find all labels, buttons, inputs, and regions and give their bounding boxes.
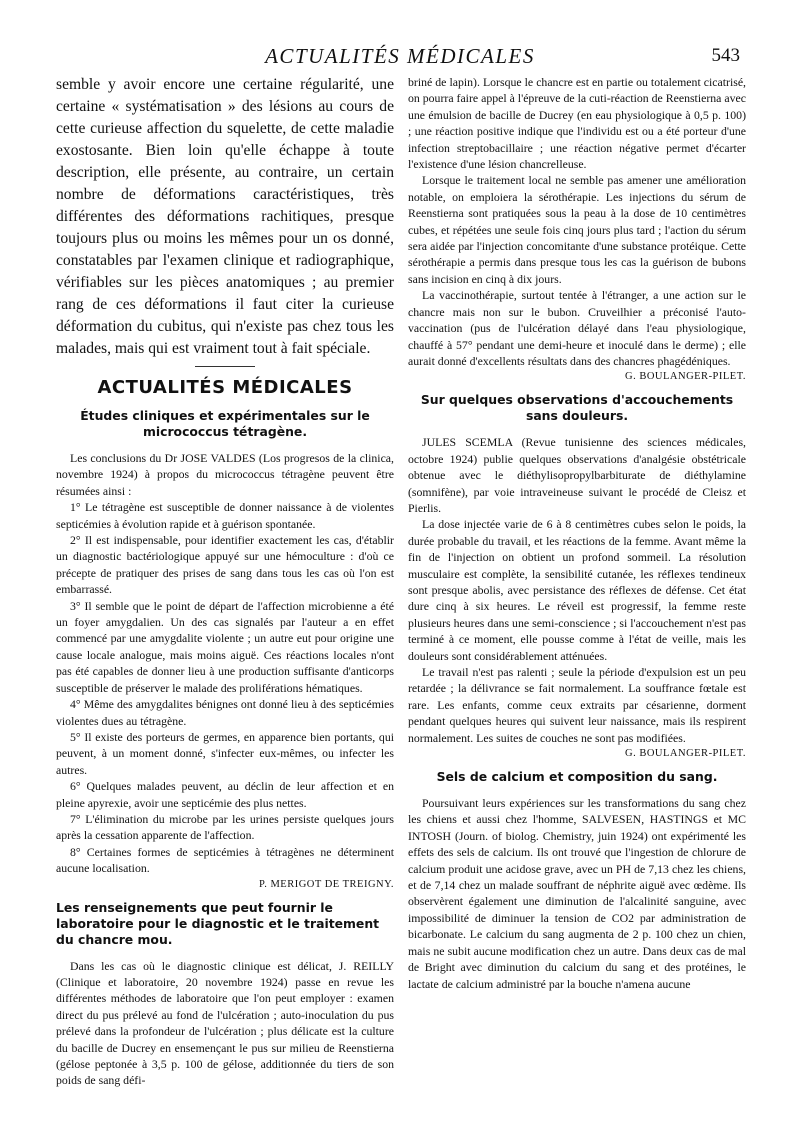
author-signature: G. BOULANGER-PILET.	[624, 371, 746, 383]
article-paragraph: Dans les cas où le diagnostic clinique est délicat, J. REILLY (Clinique et laboratoire, 20 novembre 1924) passe en revue les différentes méthodes de laboratoire que l'on peut employer : examen direct du pus prélevé au fond de l'ulcération ; auto-inoculation du pus prélevé dans la profondeur de l'ulcération ; plus délicate est la culture du bacille de Ducrey en ensemençant le pus sur milieu de Reenstierna (gélose peptonée à 3,5 p. 100 de gélose, additionnée du tiers de son poids de sang défi-	[56, 958, 394, 1088]
article-title: Sur quelques observations d'accouchements sans douleurs.	[420, 392, 734, 424]
article-paragraph: La dose injectée varie de 6 à 8 centimètres cubes selon le poids, la durée probable du travail, et les réactions de la femme. Avant même la fin de l'injection on obtient un profond sommeil. La résolution musculaire est complète, la sensibilité cutanée, les réflexes tendineux sont presque abolis, avec persistance des réflexes de défense. Cet état dure cinq à six heures. Le réveil est progressif, la femme reste plusieurs heures dans une semi-conscience ; si l'accouchement n'est pas terminé à ce moment, elle pousse comme à l'état de veille, mais les douleurs sont considérablement atténuées.	[408, 517, 746, 663]
article-paragraph: Poursuivant leurs expériences sur les transformations du sang chez les chiens et aussi chez l'homme, SALVESEN, HASTINGS et MC INTOSH (Journ. of biolog. Chemistry, juin 1924) ont expérimenté les effets des sels de calcium. Ils ont trouvé que l'ingestion de chlorure de calcium produit une acidose grave, avec un PH de 7,13 chez les chiens, et de 7,14 chez un malade souffrant de néphrite aiguë avec œdème. Ils observèrent également une diminution de l'alcalinité sanguine, avec impossibilité de diminuer la tension de CO2 par administration de bicarbonate. Le calcium du sang augmenta de 2 p. 100 chez un chien, mais ne subit aucune modification chez un autre. Dans deux cas de mal de Bright avec diminution du calcium du sang et des protéines, le lactate de calcium administré par la bouche n'amena aucune	[408, 796, 746, 991]
intro-paragraph: semble y avoir encore une certaine régularité, une certaine « systématisation » des lésions au cours de cette curieuse affection du squelette, de cette maladie exostosante. Bien loin qu'elle échappe à toute description, elle présente, au contraire, un certain nombre de déformations caractéristiques, très différentes des déformations rachitiques, presque toujours plus ou moins les mêmes pour un os donné, constatables par l'examen clinique et radiographique, vérifiables sur les pièces anatomiques ; au premier rang de ces déformations il faut citer la curieuse déformation du cubitus, qui n'existe pas chez tous les malades, mais qui est vraiment tout à fait spéciale.	[56, 76, 394, 357]
article-paragraph: 1° Le tétragène est susceptible de donner naissance à de violentes septicémies à évolution rapide et à guérison spontanée.	[56, 500, 394, 531]
article-paragraph: La vaccinothérapie, surtout tentée à l'étranger, a une action sur le chancre mais non sur le bubon. Cruveilhier a préconisé l'auto-vaccination (pus de l'ulcération délayé dans l'eau physiologique, chauffé à 57° pendant une demi-heure et inoculé dans le derme) ; elle aurait donné d'excellents résultats dans des chancres phagédéniques.	[408, 288, 746, 368]
page-number: 543	[711, 45, 740, 66]
left-column	[56, 74, 394, 1089]
article-paragraph: Lorsque le traitement local ne semble pas amener une amélioration notable, on emploiera la sérothérapie. Les injections du sérum de Reenstierna sont pratiquées sous la peau à la dose de 10 centimètres cubes, et répétées une seule fois cinq jours plus tard ; l'action du sérum sera aidée par l'injection concomitante d'une substance protéique. Cette sérothérapie a permis dans presque tous les cas la guérison de bubons sans incision en cinq à dix jours.	[408, 173, 746, 286]
article-paragraph: Les conclusions du Dr JOSE VALDES (Los progresos de la clinica, novembre 1924) à propos du micrococcus tétragène peuvent être résumées ainsi :	[56, 451, 394, 498]
article-paragraph: JULES SCEMLA (Revue tunisienne des sciences médicales, octobre 1924) publie quelques observations d'analgésie obstétricale obtenue avec le diéthylisopropylbarbiturate de diéthylamine (somnifène), par voie intraveineuse suivant le procédé de Cleisz et Pierlis.	[408, 435, 746, 515]
article-paragraph: 5° Il existe des porteurs de germes, en apparence bien portants, qui peuvent, à un moment donné, s'infecter eux-mêmes, ou infecter les autres.	[56, 729, 394, 777]
author-signature: P. MERIGOT DE TREIGNY.	[259, 878, 394, 890]
page-header	[60, 44, 740, 72]
article-title: Sels de calcium et composition du sang.	[436, 769, 718, 785]
article-paragraph: 3° Il semble que le point de départ de l'affection microbienne a été un foyer amygdalien. Un des cas signalés par l'auteur a en effet commencé par une amygdalite violente ; un autre eut pour origine une cause locale analogue, mais moins aiguë. Ces réactions locales n'ont pas été capables de donner lieu à une production suffisante d'anticorps susceptible de préserver le malade des proliférations hématiques.	[56, 598, 394, 695]
article-paragraph: 7° L'élimination du microbe par les urines persiste quelques jours après la cessation apparente de l'affection.	[56, 811, 394, 843]
article-paragraph: briné de lapin). Lorsque le chancre est en partie ou totalement cicatrisé, on pourra faire appel à l'épreuve de la cuti-réaction de Reenstierna avec une émulsion de bacille de Ducrey (en eau physiologique à 0,5 p. 100) ; une réaction positive indique que l'individu est ou a été porteur d'une infection streptobacillaire ; une réaction négative permet d'écarter l'existence d'une lésion chancrelleuse.	[408, 75, 746, 172]
article-paragraph: 8° Certaines formes de septicémies à tétragènes ne déterminent aucune localisation.	[56, 844, 394, 876]
article-title: Les renseignements que peut fournir le laboratoire pour le diagnostic et le traitement du chancre mou.	[56, 899, 380, 947]
divider-rule	[195, 366, 255, 367]
author-signature: G. BOULANGER-PILET.	[624, 748, 746, 760]
article-paragraph: Le travail n'est pas ralenti ; seule la période d'expulsion est un peu retardée ; la délivrance se fait normalement. La souffrance fœtale est rare. Les enfants, comme ceux extraits par césarienne, dorment pendant quelques heures qui suivent leur naissance, mais ils respirent normalement. Les suites de couches ne sont pas modifiées.	[408, 665, 746, 745]
article-paragraph: 6° Quelques malades peuvent, au déclin de leur affection et en pleine apyrexie, avoir une septicémie des plus nettes.	[56, 779, 394, 810]
section-title: ACTUALITÉS MÉDICALES	[97, 377, 353, 398]
article-paragraph: 2° Il est indispensable, pour identifier exactement les cas, d'établir un diagnostic bactériologique appuyé sur une hémoculture : d'où ce précepte de pratiquer des prises de sang dans tous les cas où l'on est embarrassé.	[56, 533, 394, 597]
article-paragraph: 4° Même des amygdalites bénignes ont donné lieu à des septicémies violentes dues au tétragène.	[56, 697, 394, 728]
running-title: ACTUALITÉS MÉDICALES	[265, 44, 535, 68]
article-title: Études cliniques et expérimentales sur le micrococcus tétragène.	[80, 408, 370, 439]
right-column	[408, 74, 746, 992]
